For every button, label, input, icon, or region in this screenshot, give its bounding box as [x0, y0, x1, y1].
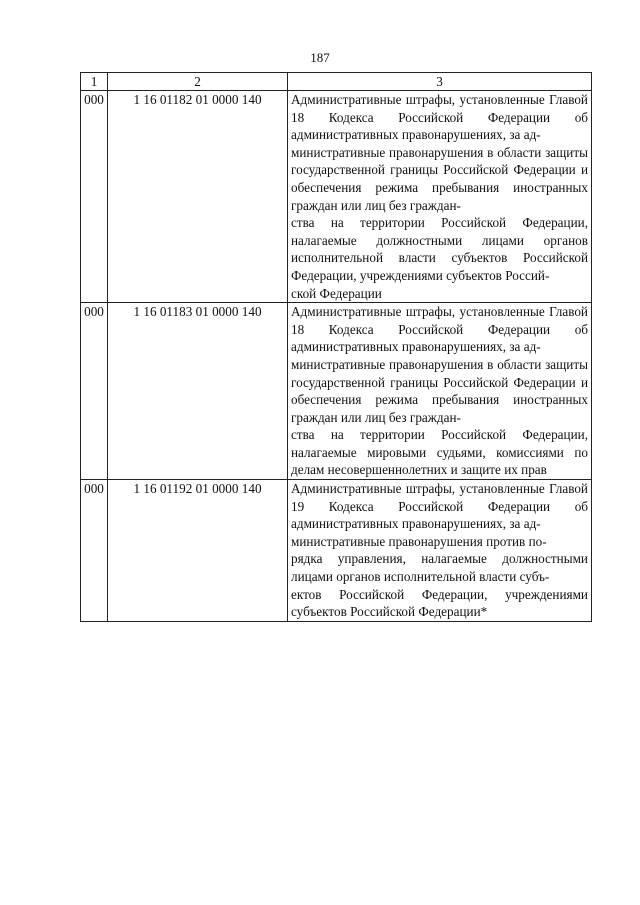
kbk-code-cell: 1 16 01182 01 0000 140: [108, 91, 288, 303]
column-header-3: 3: [288, 73, 592, 91]
description-cell: Административные штрафы, установленные Главой 19 Кодекса Российской Федерации об административных правонарушениях, за ад- министративные правонарушения против по- рядка управления, налагаемые должностными лицами органов исполнительной власти субъ- ектов Российской Федерации, учреждениями субъектов Российской Федерации*: [288, 480, 592, 622]
table-row: [81, 480, 592, 622]
table-header-row: [81, 73, 592, 91]
admin-code-cell: 000: [81, 91, 108, 303]
kbk-code-cell: 1 16 01183 01 0000 140: [108, 303, 288, 480]
table-row: [81, 91, 592, 303]
table-row: [81, 303, 592, 480]
admin-code-cell: 000: [81, 303, 108, 480]
budget-classification-table: [80, 72, 592, 622]
column-header-1: 1: [81, 73, 108, 91]
page-number: 187: [310, 50, 330, 65]
admin-code-cell: 000: [81, 480, 108, 622]
kbk-code-cell: 1 16 01192 01 0000 140: [108, 480, 288, 622]
description-cell: Административные штрафы, установленные Главой 18 Кодекса Российской Федерации об административных правонарушениях, за ад- министративные правонарушения в области защиты государственной границы Российской Федерации и обеспечения режима пребывания иностранных граждан или лиц без граждан- ства на территории Российской Федерации, налагаемые мировыми судьями, комиссиями по делам несовершеннолетних и защите их прав: [288, 303, 592, 480]
column-header-2: 2: [108, 73, 288, 91]
description-cell: Административные штрафы, установленные Главой 18 Кодекса Российской Федерации об административных правонарушениях, за ад- министративные правонарушения в области защиты государственной границы Российской Федерации и обеспечения режима пребывания иностранных граждан или лиц без граждан- ства на территории Российской Федерации, налагаемые должностными лицами органов исполнительной власти субъектов Российской Федерации, учреждениями субъектов Россий- ской Федерации: [288, 91, 592, 303]
